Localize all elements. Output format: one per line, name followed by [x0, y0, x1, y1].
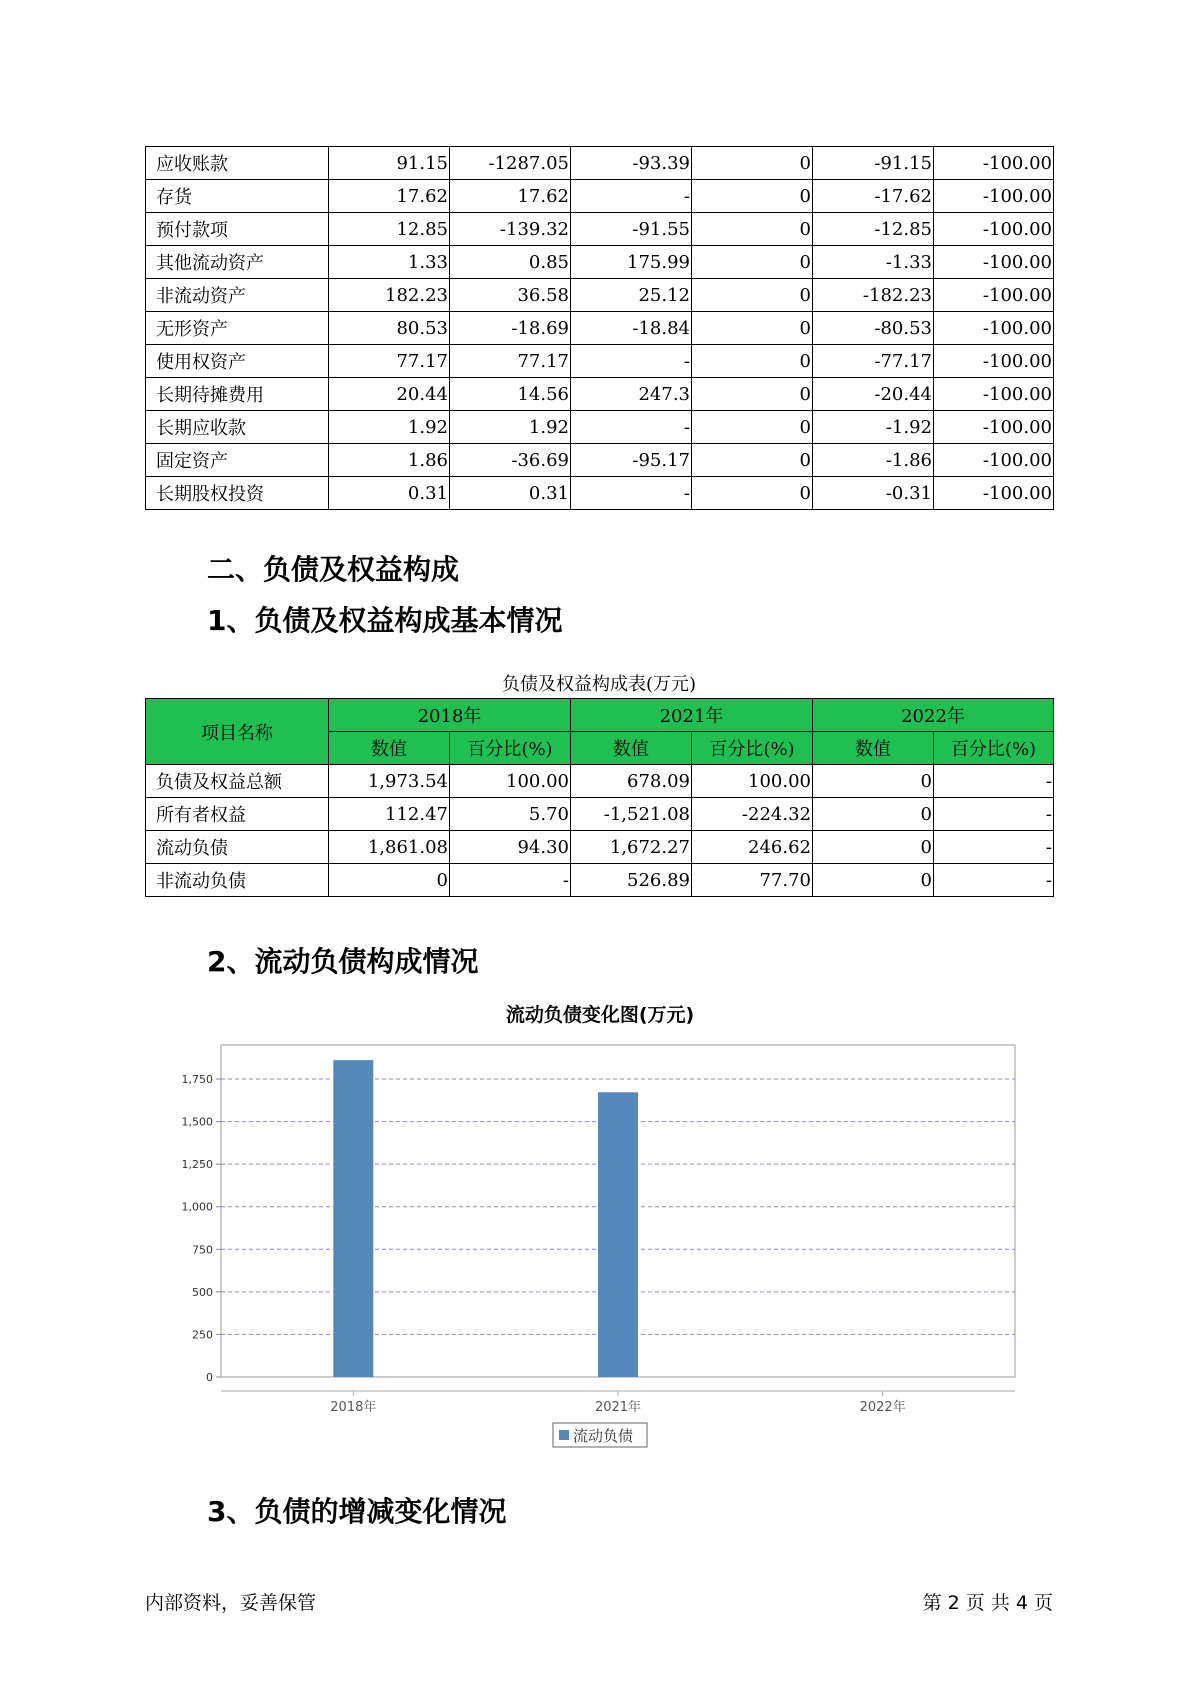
row-label: 长期股权投资 [146, 477, 329, 510]
cell-value: -182.23 [813, 279, 934, 312]
cell-value: -100.00 [934, 312, 1054, 345]
cell-value: 91.15 [329, 147, 450, 180]
row-label: 长期待摊费用 [146, 378, 329, 411]
cell-value: 5.70 [450, 798, 571, 831]
bar [333, 1060, 373, 1377]
footer-page-number: 第 2 页 共 4 页 [922, 1592, 1053, 1614]
row-label: 固定资产 [146, 444, 329, 477]
cell-value: 20.44 [329, 378, 450, 411]
y-tick-label: 1,750 [181, 1073, 213, 1087]
row-label: 其他流动资产 [146, 246, 329, 279]
cell-value: 247.3 [571, 378, 692, 411]
row-label: 无形资产 [146, 312, 329, 345]
cell-value: 182.23 [329, 279, 450, 312]
cell-value: 77.17 [450, 345, 571, 378]
cell-value: -1287.05 [450, 147, 571, 180]
cell-value: - [934, 798, 1054, 831]
cell-value: 0 [692, 444, 813, 477]
table-header-row-years [146, 699, 1054, 732]
table-row [146, 864, 1054, 897]
table-row [146, 798, 1054, 831]
cell-value: 80.53 [329, 312, 450, 345]
cell-value: 0 [692, 147, 813, 180]
table-row [146, 180, 1054, 213]
x-tick-label: 2018年 [330, 1400, 377, 1415]
cell-value: - [571, 345, 692, 378]
section-heading: 二、负债及权益构成 [207, 553, 460, 586]
table-row [146, 213, 1054, 246]
subsection-heading-1: 1、负债及权益构成基本情况 [207, 604, 563, 637]
row-label: 使用权资产 [146, 345, 329, 378]
row-label: 所有者权益 [146, 798, 329, 831]
chart-title: 流动负债变化图(万元) [505, 1004, 695, 1026]
y-tick-label: 1,250 [181, 1158, 213, 1172]
cell-value: 0.31 [329, 477, 450, 510]
header-percent: 百分比(%) [450, 732, 571, 765]
bar [598, 1092, 638, 1377]
cell-value: -100.00 [934, 444, 1054, 477]
cell-value: 0 [813, 864, 934, 897]
cell-value: -20.44 [813, 378, 934, 411]
header-percent: 百分比(%) [934, 732, 1054, 765]
cell-value: 0 [692, 477, 813, 510]
cell-value: 0 [329, 864, 450, 897]
cell-value: 0 [813, 798, 934, 831]
footer-confidential: 内部资料，妥善保管 [145, 1592, 317, 1614]
cell-value: 100.00 [450, 765, 571, 798]
cell-value: -100.00 [934, 378, 1054, 411]
y-tick-label: 500 [192, 1285, 213, 1299]
cell-value: -18.84 [571, 312, 692, 345]
cell-value: 17.62 [329, 180, 450, 213]
cell-value: - [934, 765, 1054, 798]
cell-value: 0 [813, 765, 934, 798]
cell-value: 0 [813, 831, 934, 864]
header-year-2021: 2021年 [571, 699, 813, 732]
cell-value: 0 [692, 246, 813, 279]
cell-value: -12.85 [813, 213, 934, 246]
cell-value: - [934, 864, 1054, 897]
subsection-heading-2: 2、流动负债构成情况 [207, 945, 479, 978]
cell-value: 0 [692, 345, 813, 378]
cell-value: -1.86 [813, 444, 934, 477]
cell-value: -80.53 [813, 312, 934, 345]
cell-value: 77.70 [692, 864, 813, 897]
header-value: 数值 [571, 732, 692, 765]
cell-value: -100.00 [934, 213, 1054, 246]
row-label: 预付款项 [146, 213, 329, 246]
y-tick-label: 750 [192, 1243, 213, 1257]
liability-equity-table-body [146, 765, 1054, 897]
cell-value: 1,973.54 [329, 765, 450, 798]
header-percent: 百分比(%) [692, 732, 813, 765]
cell-value: -95.17 [571, 444, 692, 477]
cell-value: -0.31 [813, 477, 934, 510]
asset-change-table [145, 146, 1054, 510]
cell-value: 0 [692, 378, 813, 411]
asset-change-table-body [146, 147, 1054, 510]
cell-value: 1.33 [329, 246, 450, 279]
current-liabilities-bar-chart [160, 995, 1030, 1465]
cell-value: - [571, 180, 692, 213]
subsection-heading-3: 3、负债的增减变化情况 [207, 1495, 507, 1528]
cell-value: 1.86 [329, 444, 450, 477]
liability-equity-table [145, 698, 1054, 897]
cell-value: 14.56 [450, 378, 571, 411]
row-label: 应收账款 [146, 147, 329, 180]
cell-value: - [571, 411, 692, 444]
cell-value: - [450, 864, 571, 897]
table-row [146, 147, 1054, 180]
legend-swatch [559, 1430, 569, 1440]
cell-value: -17.62 [813, 180, 934, 213]
cell-value: -1,521.08 [571, 798, 692, 831]
cell-value: -100.00 [934, 246, 1054, 279]
cell-value: -100.00 [934, 477, 1054, 510]
table-row [146, 246, 1054, 279]
cell-value: -91.55 [571, 213, 692, 246]
cell-value: -100.00 [934, 345, 1054, 378]
y-tick-label: 1,500 [181, 1115, 213, 1129]
y-tick-label: 0 [206, 1371, 213, 1384]
cell-value: 678.09 [571, 765, 692, 798]
cell-value: -100.00 [934, 411, 1054, 444]
cell-value: 246.62 [692, 831, 813, 864]
cell-value: 0 [692, 180, 813, 213]
cell-value: - [571, 477, 692, 510]
cell-value: 526.89 [571, 864, 692, 897]
cell-value: -77.17 [813, 345, 934, 378]
header-item-name: 项目名称 [146, 699, 329, 765]
cell-value: 0.31 [450, 477, 571, 510]
x-axis-ticks [330, 1391, 905, 1415]
cell-value: 12.85 [329, 213, 450, 246]
table-row [146, 831, 1054, 864]
cell-value: -93.39 [571, 147, 692, 180]
cell-value: 175.99 [571, 246, 692, 279]
table-row [146, 312, 1054, 345]
row-label: 存货 [146, 180, 329, 213]
cell-value: 0.85 [450, 246, 571, 279]
cell-value: 100.00 [692, 765, 813, 798]
row-label: 非流动负债 [146, 864, 329, 897]
row-label: 长期应收款 [146, 411, 329, 444]
table-row [146, 378, 1054, 411]
cell-value: -100.00 [934, 180, 1054, 213]
cell-value: -100.00 [934, 279, 1054, 312]
header-value: 数值 [813, 732, 934, 765]
cell-value: -18.69 [450, 312, 571, 345]
cell-value: 0 [692, 411, 813, 444]
table-caption: 负债及权益构成表(万元) [501, 674, 697, 695]
legend-label: 流动负债 [573, 1427, 634, 1445]
cell-value: 0 [692, 279, 813, 312]
table-row [146, 477, 1054, 510]
table-row [146, 279, 1054, 312]
y-tick-label: 1,000 [181, 1200, 213, 1214]
chart-legend [553, 1423, 647, 1447]
cell-value: - [934, 831, 1054, 864]
table-row [146, 765, 1054, 798]
cell-value: -91.15 [813, 147, 934, 180]
cell-value: -139.32 [450, 213, 571, 246]
cell-value: 0 [692, 213, 813, 246]
cell-value: -100.00 [934, 147, 1054, 180]
cell-value: 1.92 [329, 411, 450, 444]
cell-value: 94.30 [450, 831, 571, 864]
table-row [146, 345, 1054, 378]
cell-value: 36.58 [450, 279, 571, 312]
cell-value: 25.12 [571, 279, 692, 312]
cell-value: 77.17 [329, 345, 450, 378]
cell-value: 0 [692, 312, 813, 345]
cell-value: -1.92 [813, 411, 934, 444]
table-row [146, 444, 1054, 477]
cell-value: 1,672.27 [571, 831, 692, 864]
cell-value: -1.33 [813, 246, 934, 279]
y-tick-label: 250 [192, 1328, 213, 1342]
row-label: 流动负债 [146, 831, 329, 864]
table-row [146, 411, 1054, 444]
header-year-2022: 2022年 [813, 699, 1054, 732]
cell-value: -36.69 [450, 444, 571, 477]
cell-value: 1,861.08 [329, 831, 450, 864]
row-label: 负债及权益总额 [146, 765, 329, 798]
row-label: 非流动资产 [146, 279, 329, 312]
cell-value: -224.32 [692, 798, 813, 831]
cell-value: 1.92 [450, 411, 571, 444]
x-tick-label: 2022年 [859, 1400, 906, 1415]
cell-value: 112.47 [329, 798, 450, 831]
header-year-2018: 2018年 [329, 699, 571, 732]
x-tick-label: 2021年 [594, 1400, 642, 1415]
y-axis-ticks [182, 1073, 222, 1384]
header-value: 数值 [329, 732, 450, 765]
cell-value: 17.62 [450, 180, 571, 213]
